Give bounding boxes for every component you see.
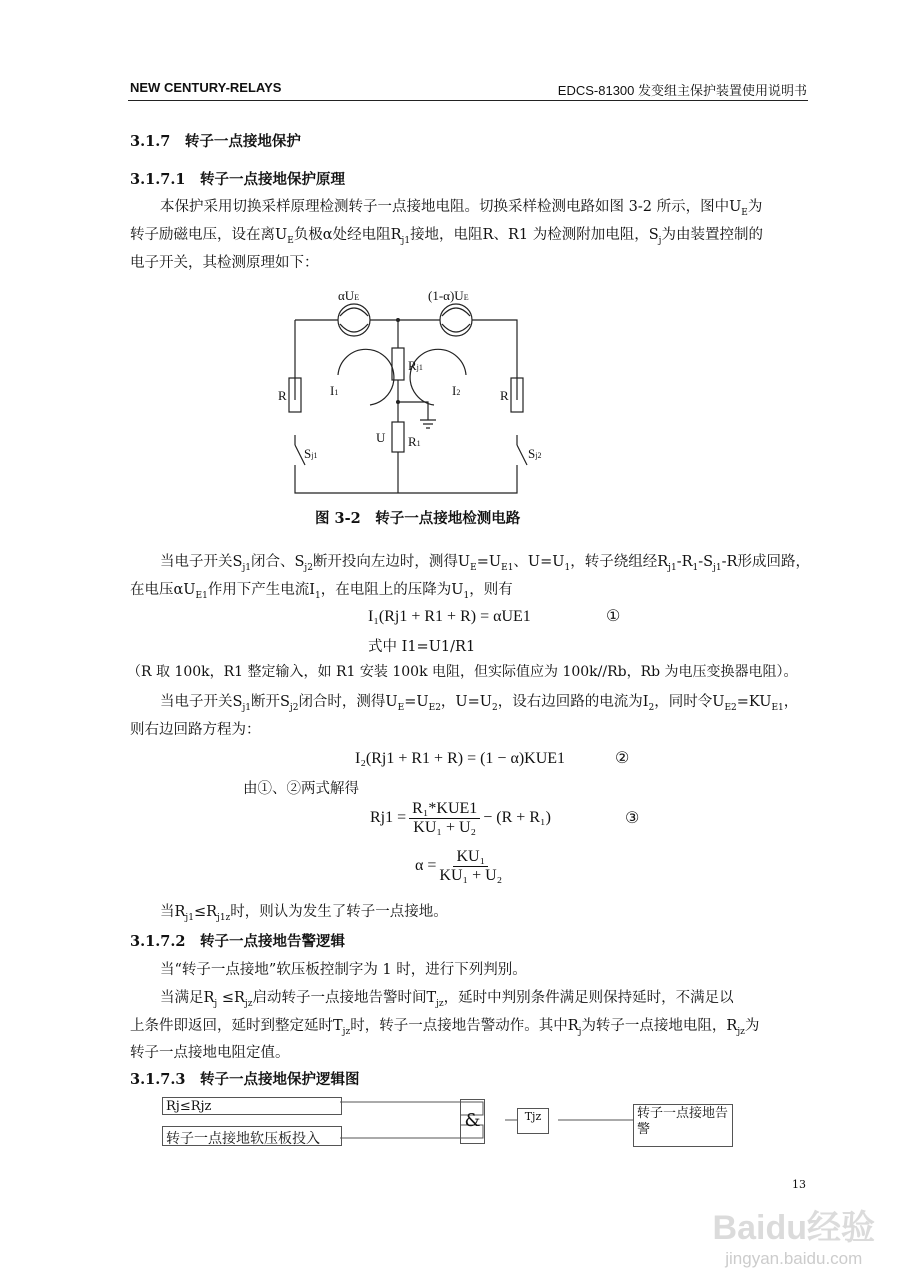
svg-text:U: U	[376, 430, 386, 445]
paragraph-5-line-2: 上条件即返回，延时到整定延时$T_{jz}$时，转子一点接地告警动作。其中$R_j$为转子一点接地电阻，$R_{jz}$为	[130, 1018, 760, 1037]
conclusion: 当$R_{j1}\le R_{j1z}$时，则认为发生了转子一点接地。	[160, 904, 448, 923]
voltage-source-right	[440, 304, 472, 336]
equation-4: α = $\frac{\text{KU₁}}{\text{KU₁ + U₂}}$	[415, 848, 503, 884]
current-loop-i1	[338, 349, 394, 405]
switch-sj2	[517, 445, 527, 470]
paragraph-3-line-1: 当电子开关$S_{j1}$断开$S_{j2}$闭合时，测得$U_E=U_{E2}$，$U=U_2$，设右边回路的电流为$I_2$，同时令$U_{E2}=KU_{E1}$，	[160, 694, 799, 713]
equation-2-number: ②	[615, 750, 630, 767]
section-heading-3172: 3.1.7.2 转子一点接地告警逻辑	[130, 933, 345, 950]
resistor-r1	[392, 422, 404, 452]
svg-text:R: R	[500, 388, 509, 403]
voltage-source-left	[338, 304, 370, 336]
svg-text:αUE: αUE	[338, 288, 360, 303]
rotor-ground-detection-circuit	[270, 280, 560, 505]
header-left: NEW CENTURY-RELAYS	[130, 80, 282, 95]
paragraph-2-line-2: 在电压$\alpha U_{E1}$作用下产生电流$I_1$，在电阻上的压降为$U_1$，则有	[130, 582, 513, 601]
and-gate: &	[460, 1099, 485, 1144]
timer-block: Tjz	[517, 1108, 549, 1134]
section-heading-3171: 3.1.7.1 转子一点接地保护原理	[130, 171, 345, 188]
page-number: 13	[792, 1178, 806, 1191]
watermark-url: jingyan.baidu.com	[725, 1249, 863, 1268]
logic-input-soft-plate: 转子一点接地软压板投入	[162, 1126, 342, 1146]
resistor-note: （R 取 100k，R1 整定输入，如 R1 安装 100k 电阻，但实际值应为 100k//Rb，Rb 为电压变换器电阻）。	[127, 664, 798, 680]
section-heading-317: 3.1.7 转子一点接地保护	[130, 133, 301, 150]
equation-3-number: ③	[625, 810, 640, 827]
figure-caption: 图 3-2 转子一点接地检测电路	[315, 510, 521, 527]
paragraph-5-line-3: 转子一点接地电阻定值。	[130, 1045, 290, 1061]
svg-text:Sj2: Sj2	[528, 446, 542, 461]
svg-text:R: R	[278, 388, 287, 403]
svg-text:I2: I2	[452, 383, 461, 398]
equation-2: I₂(Rj1 + R1 + R) = (1 − α)KUE1	[355, 750, 566, 767]
paragraph-3-line-2: 则右边回路方程为：	[130, 722, 261, 738]
section-heading-3173: 3.1.7.3 转子一点接地保护逻辑图	[130, 1071, 360, 1088]
baidu-watermark	[713, 1200, 875, 1269]
svg-text:Sj1: Sj1	[304, 446, 318, 461]
paragraph-1-line-1: 本保护采用切换采样原理检测转子一点接地电阻。切换采样检测电路如图 3-2 所示，图中$U_E$为	[160, 199, 763, 218]
logic-output-alarm: 转子一点接地告警	[633, 1104, 733, 1147]
header-divider	[128, 100, 808, 101]
paragraph-4: 当“转子一点接地”软压板控制字为 1 时，进行下列判别。	[160, 962, 527, 978]
paragraph-1-line-2: 转子励磁电压，设在离$U_E$负极α处经电阻$R_{j1}$接地，电阻R、R1 为检测附加电阻，$S_j$为由装置控制的	[130, 227, 763, 246]
paragraph-1-line-3: 电子开关，其检测原理如下：	[130, 255, 319, 271]
svg-text:(1-α)UE: (1-α)UE	[428, 288, 469, 303]
svg-text:Rj1: Rj1	[408, 358, 423, 373]
equation-1: I₁(Rj1 + R1 + R) = αUE1	[368, 608, 531, 625]
equation-1-note: 式中 I1=U1/R1	[368, 639, 476, 655]
svg-text:I1: I1	[330, 383, 339, 398]
paragraph-5-line-1: 当满足$R_j \le R_{jz}$启动转子一点接地告警时间$T_{jz}$，延时中判别条件满足则保持延时，不满足以	[160, 990, 734, 1009]
equation-3: Rj1 = $\frac{\text{R₁*KUE1}}{\text{KU₁ + U₂}}$ − (R + R₁)	[370, 800, 551, 836]
logic-input-rj-condition: Rj≤Rjz	[162, 1097, 342, 1115]
equation-1-number: ①	[606, 608, 621, 625]
svg-text:R1: R1	[408, 434, 421, 449]
watermark-brand: Baidu经验	[712, 1209, 875, 1247]
circuit-wires	[295, 320, 517, 493]
solve-text: 由①、②两式解得	[243, 781, 359, 797]
paragraph-2-line-1: 当电子开关$S_{j1}$闭合、$S_{j2}$断开投向左边时，测得$U_E=U_{E1}$、$U=U_1$，转子绕组经$R_{j1}-R_1-S_{j1}-R$形成回路，	[160, 554, 810, 573]
header-right: EDCS-81300 发变组主保护装置使用说明书	[557, 83, 807, 98]
